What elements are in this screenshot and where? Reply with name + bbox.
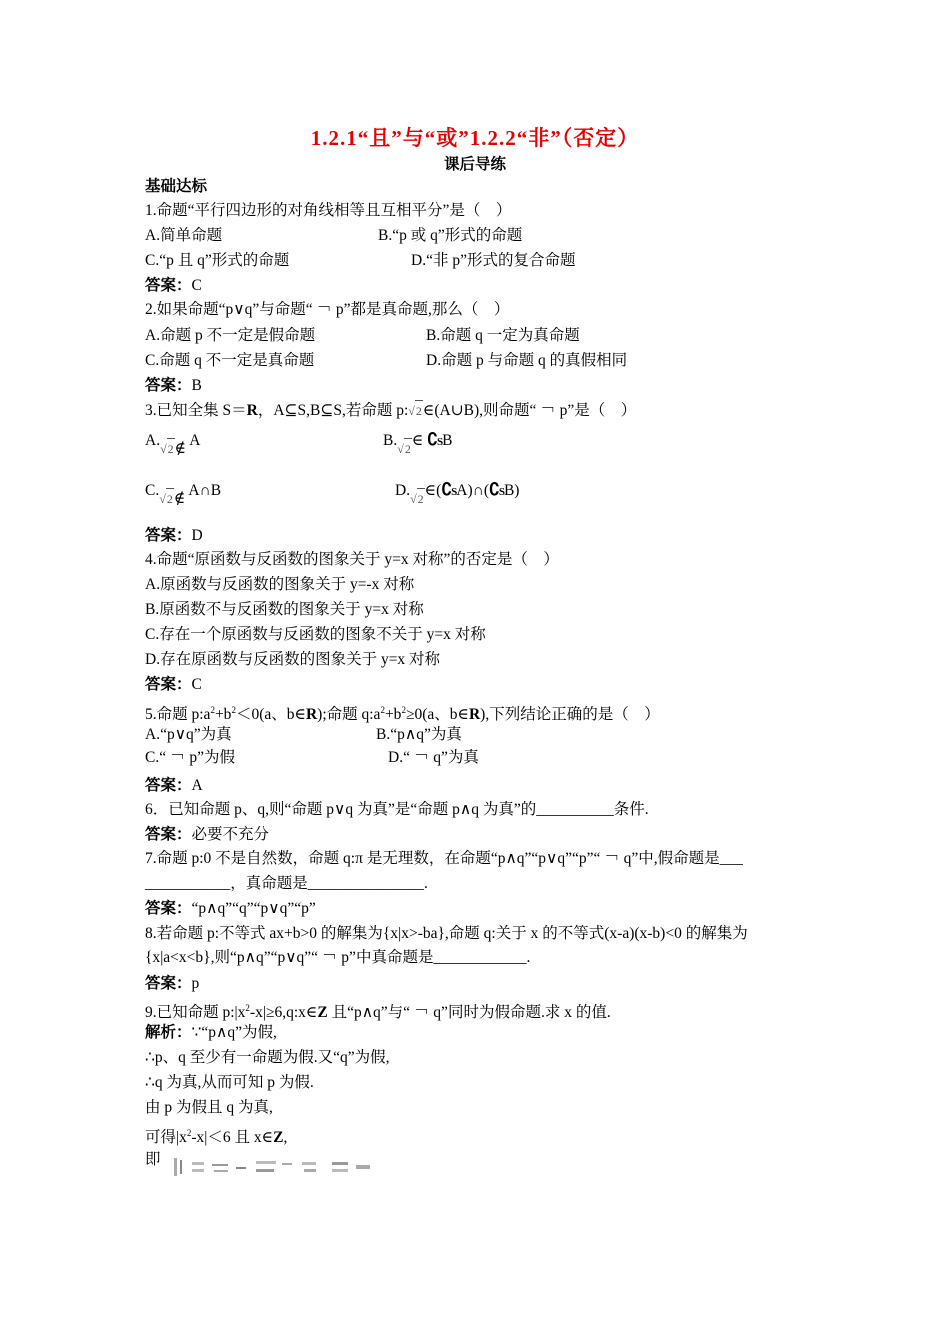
q4-option-b: B.原函数不与反函数的图象关于 y=x 对称 — [145, 601, 424, 618]
q5-option-a: A.“p∨q”为真 — [145, 726, 232, 743]
answer-label: 答案： — [145, 527, 192, 544]
q1-option-d: D.“非 p”形式的复合命题 — [411, 252, 576, 269]
q6-answer — [145, 825, 269, 845]
sqrt-two: √2 — [410, 488, 425, 509]
q7-stem-line2: ___________，真命题是_______________. — [145, 875, 428, 892]
q9-solution-line5: 可得$|x^2-x|<6$ 且 x∈Z, — [145, 1128, 288, 1147]
sqrt-two: √2 — [160, 438, 175, 459]
q3-option-d: D.√2∈(∁SA)∩(∁SB) — [395, 480, 519, 502]
answer-value: p — [191, 975, 200, 992]
answer-label: 答案： — [145, 975, 192, 992]
q1-answer — [145, 276, 202, 296]
q4-option-d: D.存在原函数与反函数的图象关于 y=x 对称 — [145, 651, 441, 668]
q5-option-c: C.“ ￢ p”为假 — [145, 749, 235, 766]
answer-label: 答案： — [145, 377, 192, 394]
q4-answer — [145, 675, 202, 695]
page-subtitle: 课后导练 — [443, 156, 506, 173]
section-heading: 基础达标 — [145, 178, 208, 195]
q2-option-a: A.命题 p 不一定是假命题 — [145, 327, 316, 344]
q4-option-a: A.原函数与反函数的图象关于 y=-x 对称 — [145, 576, 415, 593]
q6-stem: 6．已知命题 p、q,则“命题 p∨q 为真”是“命题 p∧q 为真”的__________条件. — [145, 801, 649, 818]
answer-value: C — [191, 676, 202, 693]
not-in-symbol: ∉ — [173, 490, 186, 507]
q3-stem: 3.已知全集 S＝R，A⊆S,B⊆S,若命题 p:√2∈(A∪B),则命题“ ￢ p”是（ ） — [145, 402, 637, 419]
q4-option-c: C.存在一个原函数与反函数的图象不关于 y=x 对称 — [145, 626, 486, 643]
set-R: R — [246, 402, 258, 419]
q8-stem-line1: 8.若命题 p:不等式 ax+b>0 的解集为{x|x>-ba},命题 q:关于 x 的不等式(x-a)(x-b)<0 的解集为 — [145, 925, 748, 942]
answer-value: D — [191, 527, 203, 544]
q2-option-b: B.命题 q 一定为真命题 — [426, 327, 580, 344]
q1-stem: 1.命题“平行四边形的对角线相等且互相平分”是（ ） — [145, 202, 512, 219]
q2-answer — [145, 376, 202, 396]
answer-label: 答案： — [145, 826, 192, 843]
q7-stem-line1: 7.命题 p:0 不是自然数，命题 q:π 是无理数，在命题“p∧q”“p∨q”“p”“ ￢ q”中,假命题是___ — [145, 850, 743, 867]
q8-stem-line2: {x|a<x<b},则“p∧q”“p∨q”“ ￢ p”中真命题是____________. — [145, 949, 531, 966]
q9-solution-line6: 即 — [145, 1151, 161, 1168]
not-in-symbol: ∉ — [174, 440, 187, 457]
sqrt-two: √2 — [397, 438, 412, 459]
answer-label: 答案： — [145, 900, 192, 917]
answer-label: 答案： — [145, 777, 192, 794]
q9-stem: 9.已知命题 $p:|x^2-x|\ge 6,q:x\in Z$ 且“p∧q”与“ ￢ q”同时为假命题.求 x 的值. — [145, 1003, 611, 1022]
q4-stem: 4.命题“原函数与反函数的图象关于 y=x 对称”的否定是（ ） — [145, 551, 559, 568]
q9-solution-line4: 由 p 为假且 q 为真, — [145, 1099, 273, 1116]
answer-value: C — [191, 277, 202, 294]
complement-symbol: ∁S — [488, 480, 504, 499]
q5-stem: 5.命题 $p:a^2+b^2<0(a$、b∈R);命题 $q:a^2+b^2\ge 0(a$、b∈R),下列结论正确的是（ ） — [145, 705, 660, 724]
in-symbol: ∈ — [411, 432, 424, 449]
q5-option-b: B.“p∧q”为真 — [376, 726, 462, 743]
q1-option-b: B.“p 或 q”形式的命题 — [378, 227, 523, 244]
q3-option-a: A.√2∉ A — [145, 432, 201, 457]
q3-option-c: C.√2∉ A∩B — [145, 482, 222, 507]
q9-solution-line3: ∴q 为真,从而可知 p 为假. — [145, 1074, 314, 1091]
answer-value: “p∧q”“q”“p∨q”“p” — [191, 900, 316, 917]
sqrt-two: √2 — [408, 400, 423, 421]
q1-option-c: C.“p 且 q”形式的命题 — [145, 252, 290, 269]
solution-label: 解析： — [145, 1024, 192, 1041]
q7-answer — [145, 899, 316, 919]
answer-value: B — [191, 377, 202, 394]
q5-answer — [145, 776, 203, 796]
complement-symbol: ∁S — [427, 430, 443, 449]
q1-option-a: A.简单命题 — [145, 227, 223, 244]
answer-label: 答案： — [145, 277, 192, 294]
q3-answer — [145, 526, 203, 546]
q2-stem: 2.如果命题“p∨q”与命题“ ￢ p”都是真命题,那么（ ） — [145, 301, 510, 318]
answer-label: 答案： — [145, 676, 192, 693]
answer-value: A — [191, 777, 203, 794]
q2-option-d: D.命题 p 与命题 q 的真假相同 — [426, 352, 628, 369]
q5-option-d: D.“ ￢ q”为真 — [388, 749, 479, 766]
q9-solution-line2: ∴p、q 至少有一命题为假.又“q”为假, — [145, 1049, 390, 1066]
page-title: 1.2.1“且”与“或”1.2.2“非”（否定） — [310, 126, 640, 150]
q8-answer — [145, 974, 199, 994]
q3-option-b: B.√2∈ ∁SB — [383, 430, 452, 452]
blurred-formula-image — [172, 1156, 384, 1178]
answer-value: 必要不充分 — [191, 826, 270, 843]
q9-solution-line1: 解析：∵“p∧q”为假, — [145, 1024, 277, 1041]
complement-symbol: ∁S — [441, 480, 457, 499]
q2-option-c: C.命题 q 不一定是真命题 — [145, 352, 315, 369]
sqrt-two: √2 — [159, 488, 174, 509]
